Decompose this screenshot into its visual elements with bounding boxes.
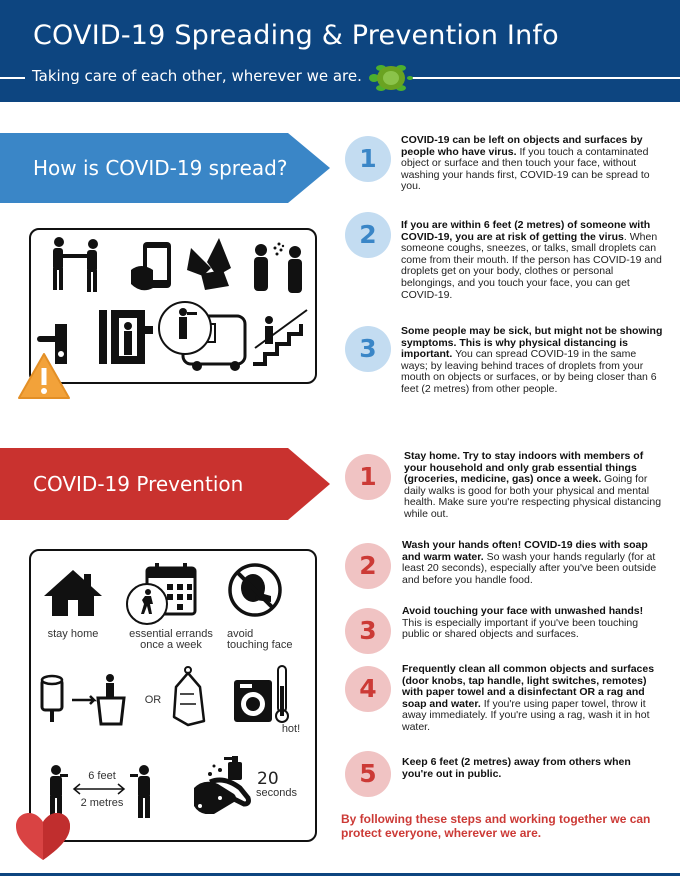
- prevention-number-5: 5: [345, 751, 391, 797]
- sneeze-icon: [254, 243, 302, 294]
- prevention-number-2: 2: [345, 543, 391, 589]
- divider: [0, 77, 25, 79]
- spread-heading: How is COVID-19 spread?: [33, 156, 288, 180]
- elevator-icon: [99, 310, 153, 364]
- handwashing-icon: [190, 756, 254, 814]
- spread-illustration: [31, 230, 315, 382]
- prevention-item-4: Frequently clean all common objects and surfaces (door knobs, tap handle, light switches, remotes) with paper towel and a disinfectant OR a rag and soap and water. If you're using paper towel, throw it away immediately. If you're using a rag, wash it in hot water.: [402, 663, 655, 733]
- no-touching-face-icon: [227, 562, 283, 618]
- handshake-icon: [53, 237, 98, 292]
- turtle-icon: [368, 60, 414, 96]
- rag-washer-icon: [170, 664, 290, 736]
- stairs-icon: [253, 310, 307, 364]
- hot-label: hot!: [281, 723, 301, 735]
- house-icon: [42, 568, 104, 618]
- prevention-item-5: Keep 6 feet (2 metres) away from others when you're out in public.: [402, 756, 631, 780]
- header-bar: [0, 0, 680, 102]
- spread-item-3: Some people may be sick, but might not be showing symptoms. This is why physical distancing is important. You can spread COVID-19 in the same ways; by leaving behind traces of droplets from your mouth on objects or surfaces, or by being closer than 6 feet (2 metres) from other people.: [401, 325, 663, 395]
- hands-icon: [187, 238, 231, 290]
- warning-icon: [17, 352, 71, 400]
- prevention-number-3: 3: [345, 608, 391, 654]
- spread-item-1: COVID-19 can be left on objects and surfaces by people who have virus. If you touch a contaminated object or surface and then touch your face, without washing your hands first, COVID-19 can be spread to you.: [401, 134, 650, 193]
- prevention-item-2: Wash your hands often! COVID-19 dies with soap and warm water. So wash your hands regularly (for at least 20 seconds), especially after you've been outside and before you handle food.: [402, 539, 657, 586]
- page-title: COVID-19 Spreading & Prevention Info: [33, 20, 559, 51]
- seconds-label: seconds: [256, 787, 297, 799]
- prevention-heading: COVID-19 Prevention: [33, 472, 244, 496]
- page-subtitle: Taking care of each other, wherever we are.: [32, 67, 362, 85]
- spread-number-3: 3: [345, 326, 391, 372]
- spread-number-1: 1: [345, 136, 391, 182]
- calendar-icon: [125, 562, 199, 626]
- prevention-number-1: 1: [345, 454, 391, 500]
- or-label: OR: [144, 694, 162, 706]
- prevention-number-4: 4: [345, 666, 391, 712]
- heart-icon: [14, 812, 72, 862]
- paper-towel-trash-icon: [40, 672, 132, 726]
- errands-label: essential errands once a week: [129, 628, 213, 651]
- prevention-item-1: Stay home. Try to stay indoors with members of your household and only grab essential things (groceries, medicine, gas) once a week. Going for daily walks is good for both your physical and mental health. Make sure you're respecting physical distancing while out.: [404, 450, 662, 520]
- twenty-label: 20: [257, 769, 279, 789]
- bus-icon: [159, 302, 245, 371]
- spread-item-2: If you are within 6 feet (2 metres) of someone with COVID-19, you are at risk of getting the virus. When someone coughs, sneezes, or talks, small droplets can come from their mouth. If the person has COVID-19 and droplets get on your body, clothes or personal belongings, and you touch your face, you can get COVID-19.: [401, 219, 662, 301]
- spread-number-2: 2: [345, 212, 391, 258]
- closing-message: By following these steps and working together we can protect everyone, wherever we are.: [341, 812, 651, 840]
- divider: [408, 77, 680, 79]
- face-label: avoid touching face: [227, 628, 293, 651]
- footer-line: [0, 873, 680, 876]
- six-feet-label: 6 feet: [88, 770, 116, 782]
- phone-icon: [131, 242, 171, 290]
- stay-home-label: stay home: [47, 628, 99, 640]
- two-metres-label: 2 metres: [80, 797, 124, 809]
- prevention-item-3: Avoid touching your face with unwashed hands! This is especially important if you've been touching public or shared objects and surfaces.: [402, 605, 644, 641]
